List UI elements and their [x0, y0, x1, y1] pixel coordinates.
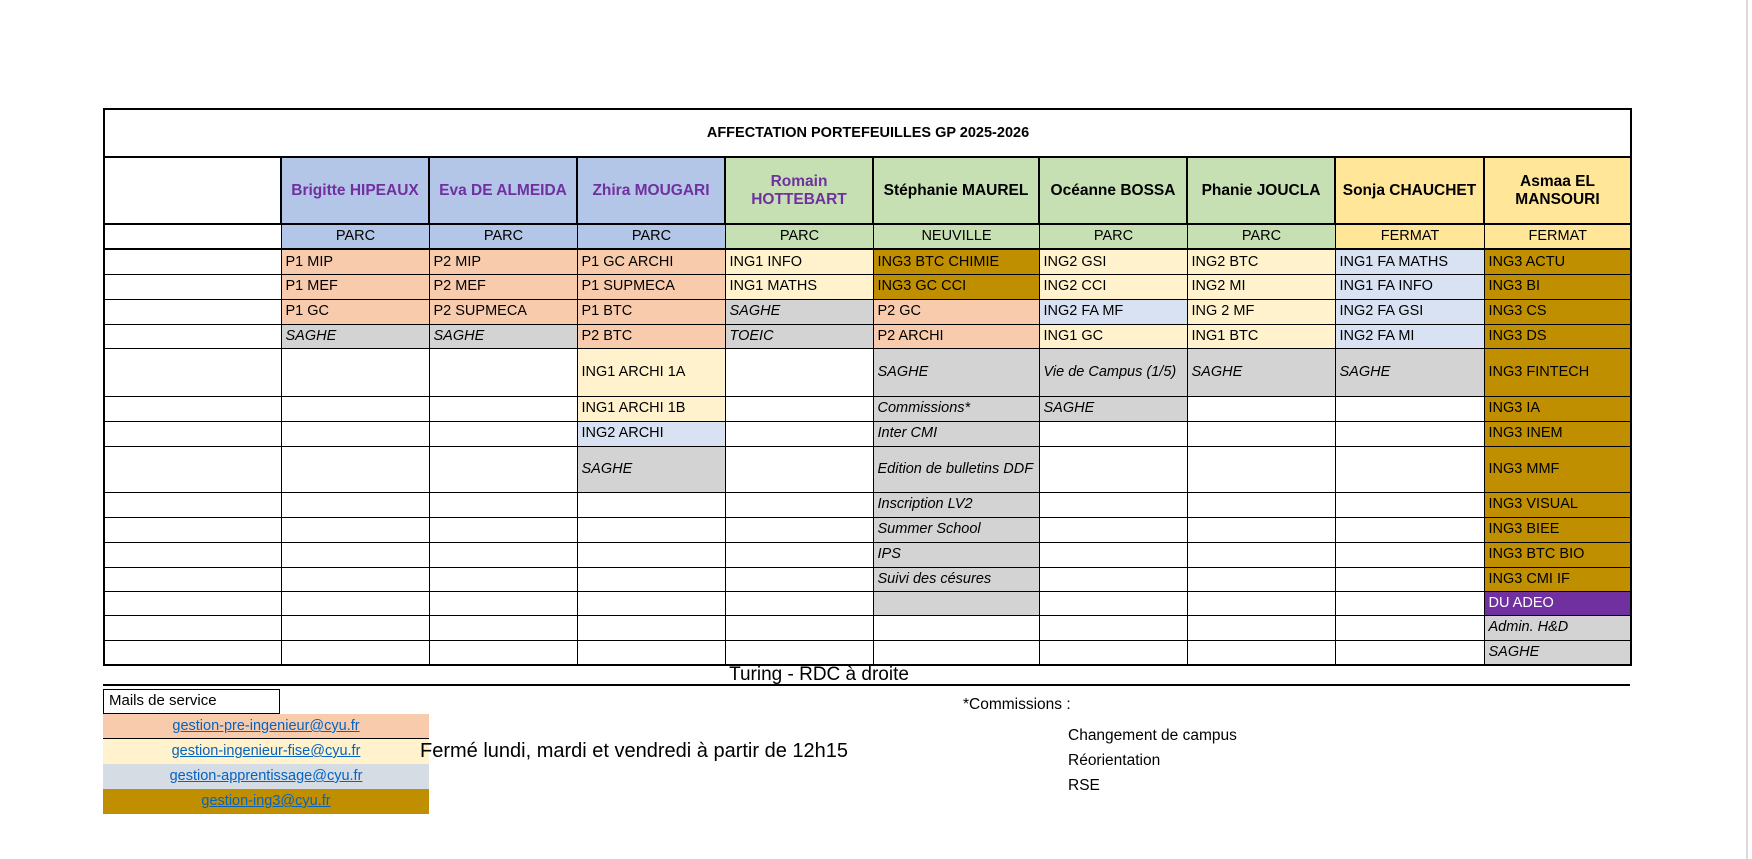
email-link[interactable]: gestion-ing3@cyu.fr — [201, 793, 331, 809]
person-header-cell: Zhira MOUGARI — [577, 157, 725, 224]
email-link[interactable]: gestion-ingenieur-fise@cyu.fr — [171, 743, 361, 759]
row-label-empty-cell — [104, 421, 281, 446]
table-cell — [1335, 396, 1484, 421]
table-cell: Admin. H&D — [1484, 615, 1631, 640]
table-cell: P2 MEF — [429, 274, 577, 299]
table-cell: SAGHE — [281, 324, 429, 348]
table-row — [104, 249, 1631, 274]
table-cell — [1335, 492, 1484, 517]
table-cell — [1335, 567, 1484, 591]
campus-cell: FERMAT — [1484, 224, 1631, 249]
table-cell: P1 BTC — [577, 299, 725, 324]
closed-notice: Fermé lundi, mardi et vendredi à partir de 12h15 — [420, 740, 849, 762]
table-row — [104, 591, 1631, 615]
table-cell — [873, 615, 1039, 640]
window-edge-line — [1746, 0, 1748, 859]
table-cell — [577, 517, 725, 542]
table-cell: P2 GC — [873, 299, 1039, 324]
row-label-empty-cell — [104, 348, 281, 396]
row-label-empty-cell — [104, 615, 281, 640]
table-cell — [281, 396, 429, 421]
table-cell: SAGHE — [1335, 348, 1484, 396]
campus-cell: PARC — [429, 224, 577, 249]
row-label-empty-cell — [104, 274, 281, 299]
table-cell — [1335, 446, 1484, 492]
row-label-empty-cell — [104, 446, 281, 492]
table-cell: ING1 ARCHI 1A — [577, 348, 725, 396]
table-cell — [281, 348, 429, 396]
campus-cell: PARC — [1039, 224, 1187, 249]
table-cell: ING3 VISUAL — [1484, 492, 1631, 517]
row-label-empty-cell — [104, 567, 281, 591]
table-cell: ING2 ARCHI — [577, 421, 725, 446]
table-cell: ING3 INEM — [1484, 421, 1631, 446]
table-cell — [1039, 615, 1187, 640]
table-cell: ING3 GC CCI — [873, 274, 1039, 299]
table-row — [104, 274, 1631, 299]
table-cell: ING3 FINTECH — [1484, 348, 1631, 396]
table-cell — [429, 640, 577, 665]
email-bar — [103, 714, 429, 739]
table-cell: ING3 BIEE — [1484, 517, 1631, 542]
table-cell — [281, 542, 429, 567]
email-bar — [103, 789, 429, 814]
table-cell — [281, 421, 429, 446]
table-cell: ING2 GSI — [1039, 249, 1187, 274]
table-cell — [725, 348, 873, 396]
table-cell — [1187, 446, 1335, 492]
commissions-label: *Commissions : — [963, 696, 1071, 713]
table-cell — [577, 542, 725, 567]
table-cell: ING3 CS — [1484, 299, 1631, 324]
table-cell: ING3 BTC BIO — [1484, 542, 1631, 567]
table-cell — [429, 492, 577, 517]
table-cell: ING3 BI — [1484, 274, 1631, 299]
table-cell — [281, 615, 429, 640]
table-cell — [281, 567, 429, 591]
table-cell — [429, 446, 577, 492]
table-cell — [1187, 640, 1335, 665]
row-label-empty-cell — [104, 396, 281, 421]
table-row — [104, 517, 1631, 542]
table-cell: ING3 ACTU — [1484, 249, 1631, 274]
table-cell — [429, 517, 577, 542]
table-cell: ING3 MMF — [1484, 446, 1631, 492]
table-cell: ING3 DS — [1484, 324, 1631, 348]
table-cell: P1 MEF — [281, 274, 429, 299]
table-cell — [1039, 492, 1187, 517]
table-cell — [725, 446, 873, 492]
table-cell: ING1 FA MATHS — [1335, 249, 1484, 274]
table-cell: ING2 FA MF — [1039, 299, 1187, 324]
table-cell: ING1 ARCHI 1B — [577, 396, 725, 421]
table-cell: ING 2 MF — [1187, 299, 1335, 324]
table-cell — [725, 517, 873, 542]
table-cell: Inter CMI — [873, 421, 1039, 446]
table-cell: DU ADEO — [1484, 591, 1631, 615]
person-header-cell: Stéphanie MAUREL — [873, 157, 1039, 224]
campus-empty-cell — [104, 224, 281, 249]
table-cell: P2 ARCHI — [873, 324, 1039, 348]
person-header-cell: Eva DE ALMEIDA — [429, 157, 577, 224]
person-header-cell: Romain HOTTEBART — [725, 157, 873, 224]
table-cell: TOEIC — [725, 324, 873, 348]
person-header-cell: Asmaa EL MANSOURI — [1484, 157, 1631, 224]
table-cell — [1335, 640, 1484, 665]
table-cell — [281, 591, 429, 615]
table-title: AFFECTATION PORTEFEUILLES GP 2025-2026 — [104, 109, 1631, 157]
table-cell: ING1 FA INFO — [1335, 274, 1484, 299]
table-cell — [281, 446, 429, 492]
table-cell — [1335, 542, 1484, 567]
table-cell: SAGHE — [1187, 348, 1335, 396]
table-cell — [1187, 492, 1335, 517]
table-cell: P1 MIP — [281, 249, 429, 274]
row-label-empty-cell — [104, 249, 281, 274]
table-cell: P2 BTC — [577, 324, 725, 348]
table-cell — [1039, 421, 1187, 446]
table-cell — [1039, 567, 1187, 591]
table-row — [104, 615, 1631, 640]
table-cell: SAGHE — [429, 324, 577, 348]
table-cell: ING2 MI — [1187, 274, 1335, 299]
person-header-cell: Océanne BOSSA — [1039, 157, 1187, 224]
table-cell: ING3 CMI IF — [1484, 567, 1631, 591]
table-row — [104, 299, 1631, 324]
table-cell — [725, 492, 873, 517]
person-header-cell: Phanie JOUCLA — [1187, 157, 1335, 224]
table-cell — [725, 591, 873, 615]
table-cell — [725, 615, 873, 640]
corner-empty-cell — [104, 157, 281, 224]
table-cell — [1039, 517, 1187, 542]
table-cell: ING1 MATHS — [725, 274, 873, 299]
table-cell — [725, 396, 873, 421]
commissions-item: RSE — [1068, 777, 1100, 794]
commissions-item: Réorientation — [1068, 752, 1161, 769]
table-row — [104, 542, 1631, 567]
table-cell: ING3 IA — [1484, 396, 1631, 421]
turing-note: Turing - RDC à droite — [103, 664, 1630, 686]
table-cell — [1039, 446, 1187, 492]
row-label-empty-cell — [104, 591, 281, 615]
table-cell: Commissions* — [873, 396, 1039, 421]
row-label-empty-cell — [104, 299, 281, 324]
table-cell: P1 SUPMECA — [577, 274, 725, 299]
row-label-empty-cell — [104, 542, 281, 567]
table-cell: ING1 BTC — [1187, 324, 1335, 348]
email-bar — [103, 739, 429, 764]
table-cell: ING2 BTC — [1187, 249, 1335, 274]
table-cell — [1187, 567, 1335, 591]
commissions-item: Changement de campus — [1068, 727, 1237, 744]
table-cell — [577, 567, 725, 591]
table-cell — [1187, 542, 1335, 567]
row-label-empty-cell — [104, 492, 281, 517]
table-row — [104, 640, 1631, 665]
table-cell: SAGHE — [873, 348, 1039, 396]
table-cell — [1335, 615, 1484, 640]
campus-cell: NEUVILLE — [873, 224, 1039, 249]
table-cell: P2 SUPMECA — [429, 299, 577, 324]
table-row — [104, 446, 1631, 492]
table-cell: Suivi des césures — [873, 567, 1039, 591]
table-cell — [1187, 517, 1335, 542]
table-cell: ING1 GC — [1039, 324, 1187, 348]
table-cell — [577, 492, 725, 517]
table-cell: P1 GC — [281, 299, 429, 324]
table-cell — [577, 615, 725, 640]
table-cell: ING3 BTC CHIMIE — [873, 249, 1039, 274]
mails-service-label: Mails de service — [103, 689, 280, 714]
row-label-empty-cell — [104, 324, 281, 348]
table-cell — [281, 492, 429, 517]
row-label-empty-cell — [104, 517, 281, 542]
email-link[interactable]: gestion-apprentissage@cyu.fr — [169, 768, 363, 784]
table-cell — [873, 591, 1039, 615]
table-row — [104, 396, 1631, 421]
table-cell: SAGHE — [725, 299, 873, 324]
table-cell — [429, 542, 577, 567]
table-cell: Vie de Campus (1/5) — [1039, 348, 1187, 396]
campus-cell: PARC — [281, 224, 429, 249]
table-cell — [1187, 396, 1335, 421]
table-cell: SAGHE — [1484, 640, 1631, 665]
table-cell — [577, 640, 725, 665]
campus-cell: PARC — [725, 224, 873, 249]
table-cell — [577, 591, 725, 615]
table-cell: Inscription LV2 — [873, 492, 1039, 517]
table-cell — [429, 615, 577, 640]
campus-cell: PARC — [1187, 224, 1335, 249]
table-row — [104, 324, 1631, 348]
table-cell — [1039, 591, 1187, 615]
campus-cell: PARC — [577, 224, 725, 249]
table-cell: P1 GC ARCHI — [577, 249, 725, 274]
table-cell — [1335, 517, 1484, 542]
table-cell — [429, 567, 577, 591]
table-cell — [281, 517, 429, 542]
row-label-empty-cell — [104, 640, 281, 665]
table-cell: SAGHE — [1039, 396, 1187, 421]
table-cell — [429, 591, 577, 615]
table-cell — [1335, 591, 1484, 615]
table-cell: SAGHE — [577, 446, 725, 492]
table-cell — [281, 640, 429, 665]
table-cell — [725, 640, 873, 665]
table-cell — [725, 421, 873, 446]
table-cell: ING2 CCI — [1039, 274, 1187, 299]
table-cell — [725, 542, 873, 567]
table-cell: Edition de bulletins DDF — [873, 446, 1039, 492]
table-cell — [1187, 615, 1335, 640]
table-row — [104, 348, 1631, 396]
table-cell — [429, 421, 577, 446]
table-cell: ING2 FA GSI — [1335, 299, 1484, 324]
affectation-table — [103, 108, 1632, 666]
table-cell: Summer School — [873, 517, 1039, 542]
table-cell: ING1 INFO — [725, 249, 873, 274]
table-cell: IPS — [873, 542, 1039, 567]
table-cell — [429, 348, 577, 396]
table-row — [104, 567, 1631, 591]
table-cell — [1039, 542, 1187, 567]
campus-cell: FERMAT — [1335, 224, 1484, 249]
table-cell — [1187, 591, 1335, 615]
table-row — [104, 421, 1631, 446]
table-cell: P2 MIP — [429, 249, 577, 274]
table-cell: ING2 FA MI — [1335, 324, 1484, 348]
table-cell — [429, 396, 577, 421]
table-cell — [873, 640, 1039, 665]
email-bar — [103, 764, 429, 789]
person-header-cell: Sonja CHAUCHET — [1335, 157, 1484, 224]
table-cell — [1187, 421, 1335, 446]
person-header-cell: Brigitte HIPEAUX — [281, 157, 429, 224]
table-cell — [725, 567, 873, 591]
table-row — [104, 492, 1631, 517]
table-cell — [1039, 640, 1187, 665]
email-link[interactable]: gestion-pre-ingenieur@cyu.fr — [172, 718, 360, 734]
table-cell — [1335, 421, 1484, 446]
